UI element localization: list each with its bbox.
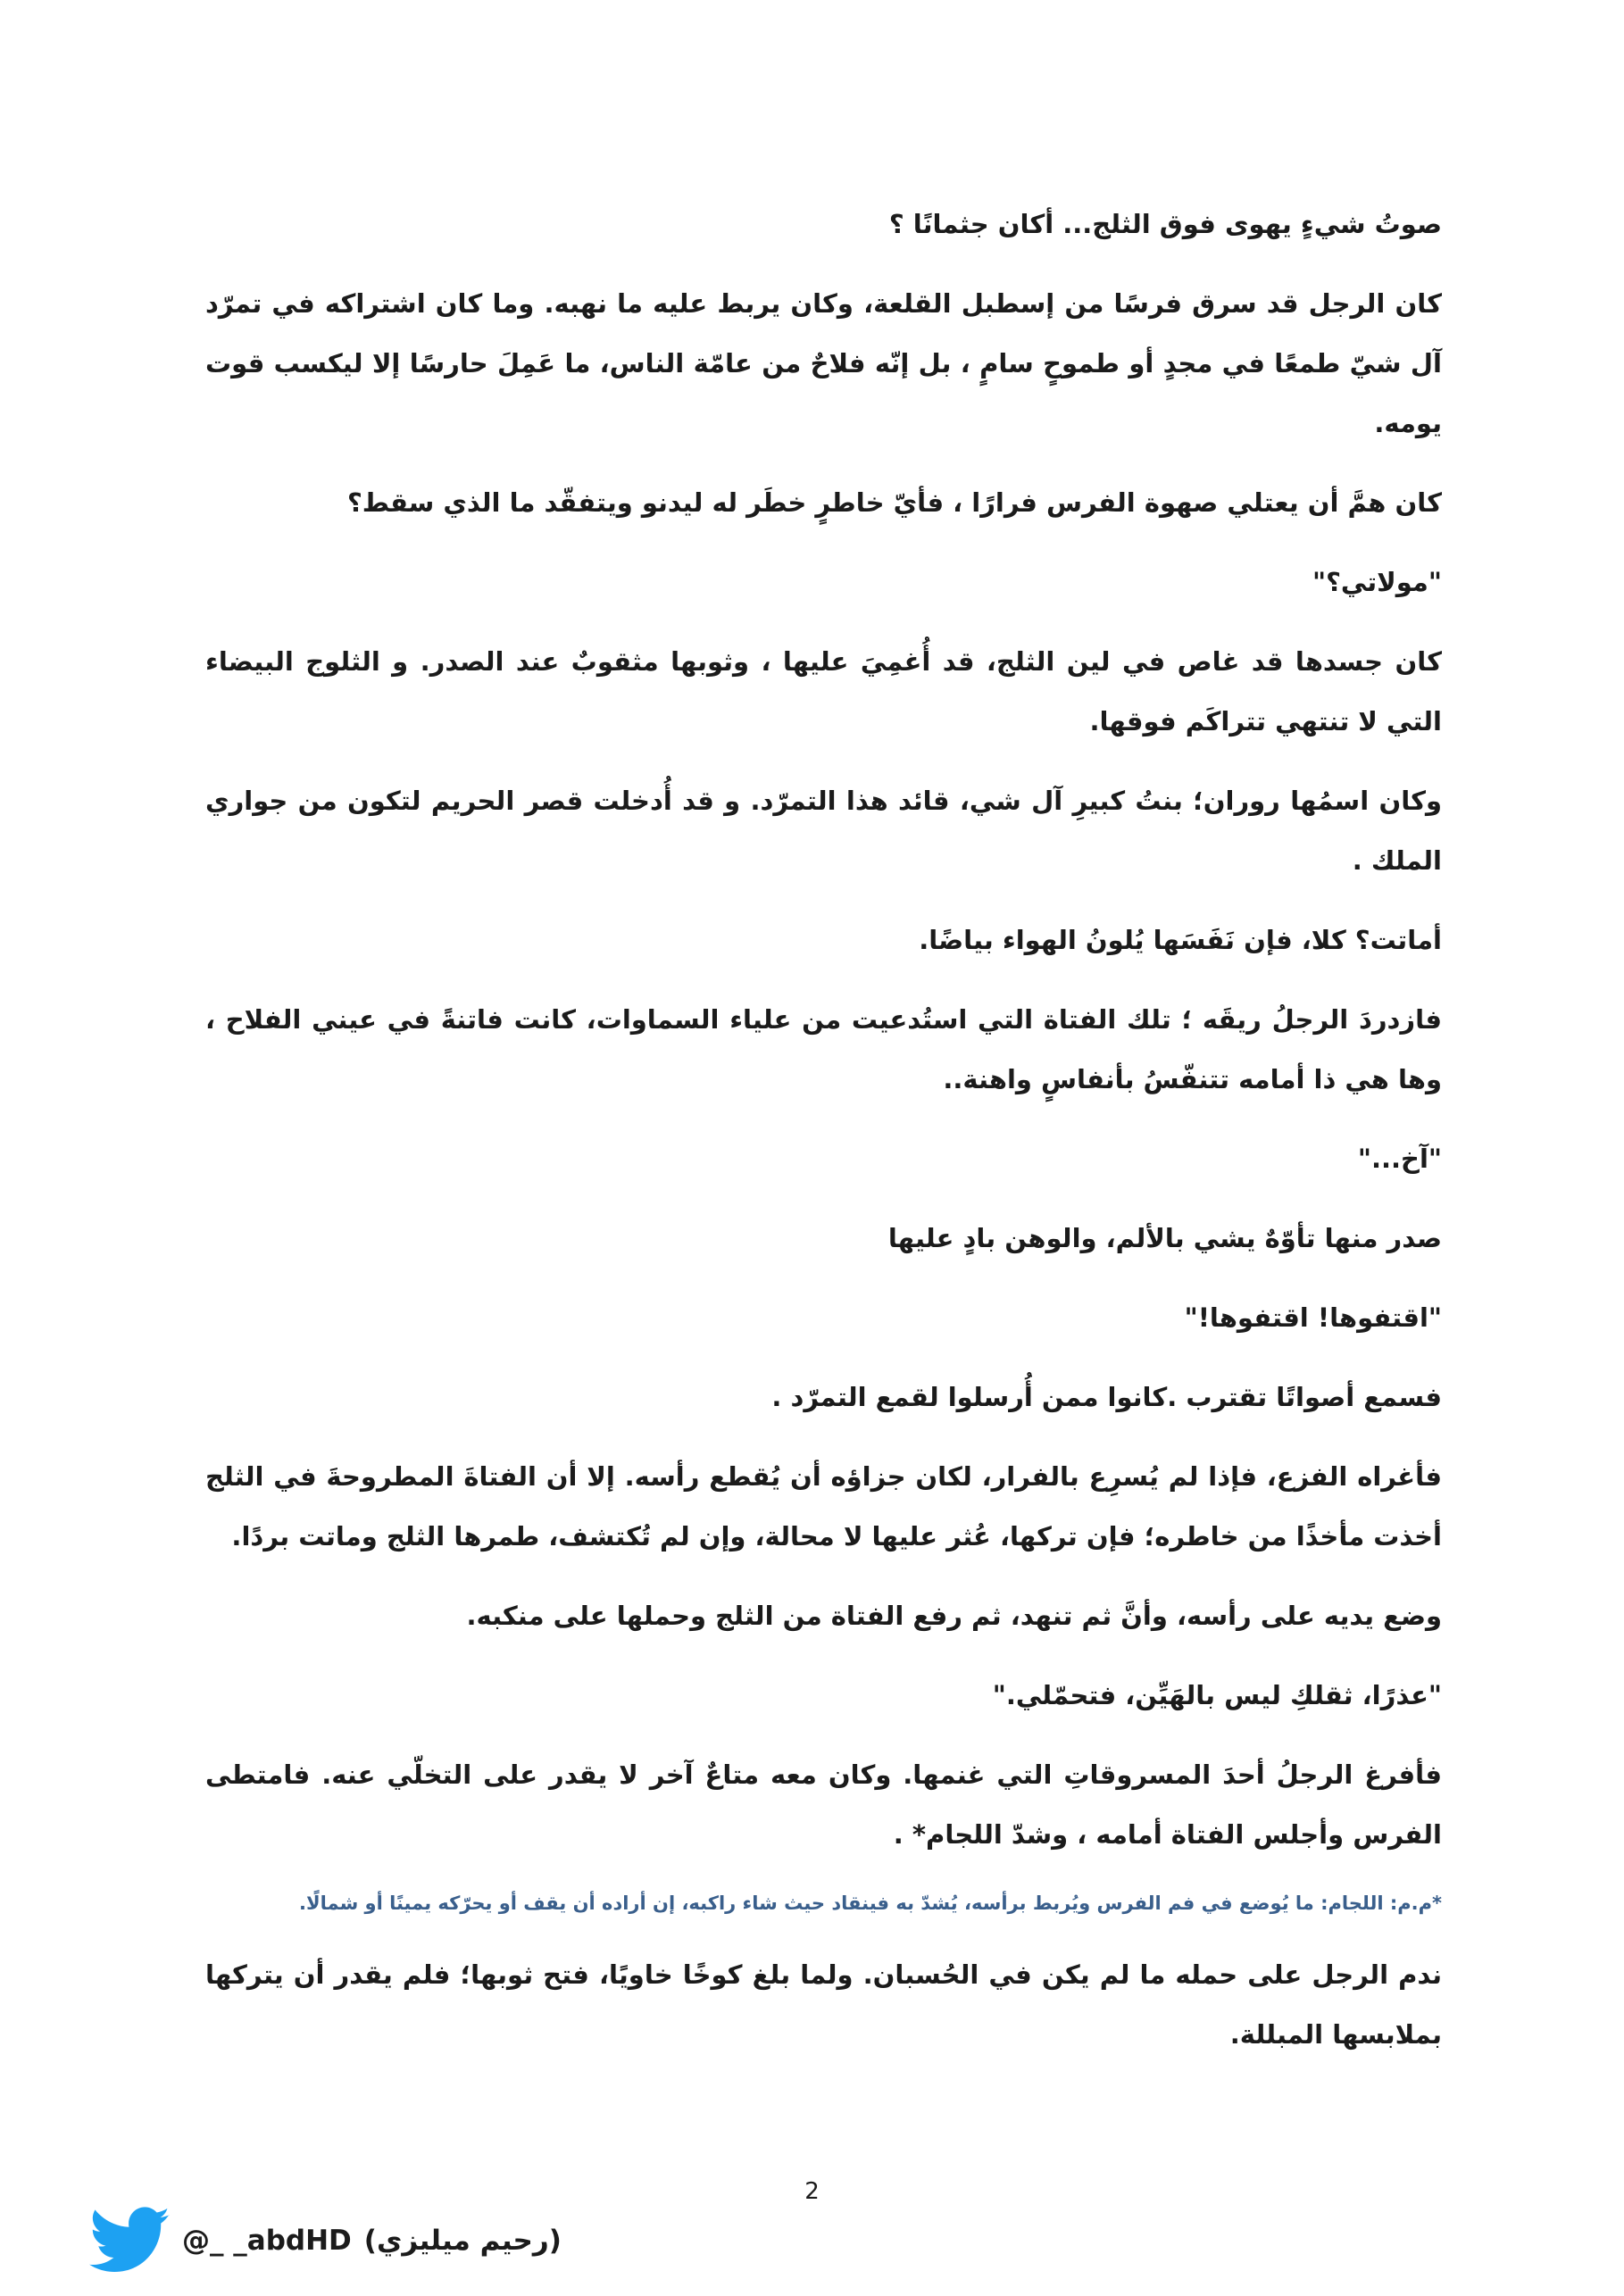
paragraph: ندم الرجل على حمله ما لم يكن في الحُسبان. ولما بلغ كوخًا خاويًا، فتح ثوبها؛ فلم يقدر أن يتركها بملابسها المبللة. [205, 1959, 1442, 2050]
page-footer [89, 2203, 562, 2278]
paragraph: وضع يديه على رأسه، وأنَّ ثم تنهد، ثم رفع الفتاة من الثلج وحملها على منكبه. [466, 1601, 1442, 1631]
paragraph: كان جسدها قد غاص في لين الثلج، قد أُغمِيَ عليها ، وثوبها مثقوبٌ عند الصدر. و الثلوج البيضاء التي لا تنتهي تتراكَم فوقها. [205, 646, 1442, 736]
paragraph: وكان اسمُها روران؛ بنتُ كبيرِ آل شي، قائد هذا التمرّد. و قد أُدخلت قصر الحريم لتكون من جواري الملك . [205, 786, 1442, 876]
paragraph: صوتُ شيءٍ يهوى فوق الثلج... أكان جثمانًا ؟ [888, 209, 1442, 239]
paragraph: أماتت؟ كلا، فإن نَفَسَها يُلونُ الهواء بياضًا. [919, 925, 1442, 955]
paragraph: كان همَّ أن يعتلي صهوة الفرس فرارًا ، فأيّ خاطرٍ خطَر له ليدنو ويتفقّد ما الذي سقط؟ [346, 487, 1442, 518]
paragraph: "مولاتي؟" [1312, 567, 1442, 597]
paragraph: "آخ..." [1357, 1144, 1442, 1174]
paragraph: "اقتفوها! اقتفوها!" [1184, 1302, 1442, 1333]
paragraph: صدر منها تأوّهٌ يشي بالألم، والوهن بادٍ عليها [887, 1223, 1442, 1253]
paragraph: كان الرجل قد سرق فرسًا من إسطبل القلعة، وكان يربط عليه ما نهبه. وما كان اشتراكه في تمرّد آل شيّ طمعًا في مجدٍ أو طموحٍ سامٍ ، بل إنّه فلاحٌ من عامّة الناس، ما عَمِلَ حارسًا إلا ليكسب قوت يومه. [205, 288, 1442, 438]
twitter-handle: @_ _abdHD [182, 2225, 352, 2257]
author-name: (رحيم ميليزي) [363, 2225, 562, 2257]
footnote: *م.م: اللجام: ما يُوضع في فم الفرس ويُربط برأسه، يُشدّ به فينقاد حيث شاء راكبه، إن أراده أن يقف أو يحرّكه يمينًا أو شمالًا. [298, 1893, 1442, 1914]
twitter-bird-icon [89, 2207, 171, 2275]
paragraph: فسمع أصواتًا تقترب .كانوا ممن أُرسلوا لقمع التمرّد . [771, 1382, 1442, 1412]
paragraph: فأغراه الفزع، فإذا لم يُسرِع بالفرار، لكان جزاؤه أن يُقطع رأسه. إلا أن الفتاةَ المطروحةَ في الثلج أخذت مأخذًا من خاطره؛ فإن تركها، عُثر عليها لا محالة، وإن لم تُكتشف، طمرها الثلج وماتت بردًا. [205, 1461, 1442, 1551]
paragraph: "عذرًا، ثقلكِ ليس بالهَيِّن، فتحمّلي." [992, 1680, 1442, 1710]
paragraph: فأفرغ الرجلُ أحدَ المسروقاتِ التي غنمها. وكان معه متاعٌ آخر لا يقدر على التخلّي عنه. فامتطى الفرس وأجلس الفتاة أمامه ، وشدّ اللجام* . [205, 1759, 1442, 1850]
page-content [205, 195, 1442, 2084]
page-number: 2 [804, 2178, 820, 2205]
paragraph: فازدردَ الرجلُ ريقَه ؛ تلك الفتاة التي استُدعيت من علياء السماوات، كانت فاتنةً في عيني الفلاح ، وها هي ذا أمامه تتنفّسُ بأنفاسٍ واهنة.. [205, 1004, 1442, 1094]
